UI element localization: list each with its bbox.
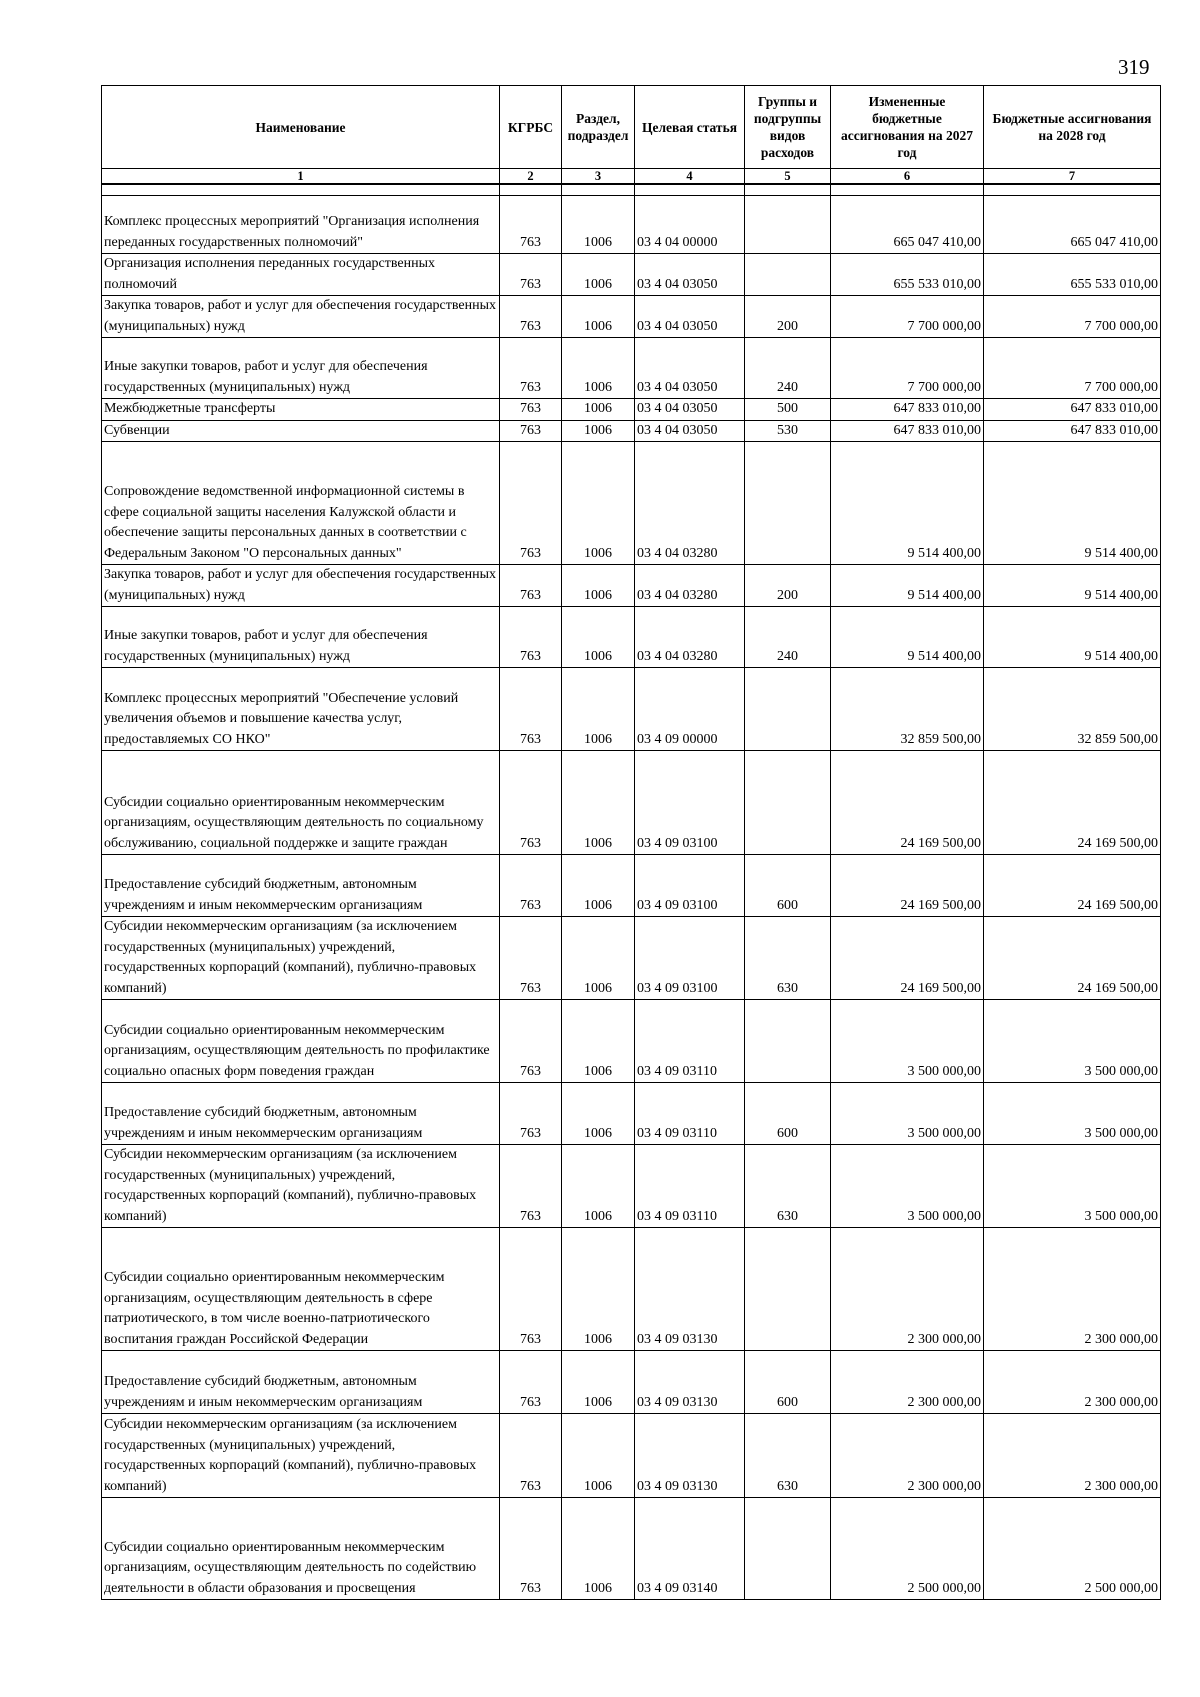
cell-name: Субсидии некоммерческим организациям (за исключением государственных (муниципальных) учреждений, государственных корпораций (компаний), публично-правовых компаний) — [102, 1414, 500, 1498]
cell-expense-group: 630 — [745, 1145, 831, 1228]
cell-target-article: 03 4 04 03280 — [635, 442, 745, 565]
cell-kgrbs: 763 — [500, 1414, 562, 1498]
cell-target-article: 03 4 04 03050 — [635, 296, 745, 338]
page-number: 319 — [1118, 55, 1150, 79]
cell-name: Субвенции — [102, 420, 500, 442]
column-number: 7 — [984, 169, 1161, 185]
table-row — [102, 668, 1161, 751]
table-row — [102, 1083, 1161, 1145]
cell-section: 1006 — [562, 1083, 635, 1145]
cell-name: Субсидии социально ориентированным некоммерческим организациям, осуществляющим деятельность по профилактике социально опасных форм поведения граждан — [102, 1000, 500, 1083]
cell-target-article: 03 4 04 03050 — [635, 399, 745, 421]
table-row — [102, 917, 1161, 1000]
cell-amount-2027: 655 533 010,00 — [831, 254, 984, 296]
cell-amount-2028: 647 833 010,00 — [984, 420, 1161, 442]
cell-amount-2027: 7 700 000,00 — [831, 296, 984, 338]
column-number-row — [102, 169, 1161, 185]
cell-target-article: 03 4 09 03140 — [635, 1498, 745, 1600]
cell-target-article: 03 4 09 03100 — [635, 855, 745, 917]
cell-amount-2027: 24 169 500,00 — [831, 751, 984, 855]
cell-expense-group: 530 — [745, 420, 831, 442]
cell-target-article: 03 4 09 03100 — [635, 751, 745, 855]
cell-amount-2028: 2 300 000,00 — [984, 1228, 1161, 1351]
cell-kgrbs: 763 — [500, 338, 562, 399]
cell-section: 1006 — [562, 1498, 635, 1600]
cell-expense-group: 240 — [745, 338, 831, 399]
budget-allocation-table — [101, 85, 1161, 1600]
cell-name: Иные закупки товаров, работ и услуг для обеспечения государственных (муниципальных) нужд — [102, 338, 500, 399]
column-number: 5 — [745, 169, 831, 185]
cell-section: 1006 — [562, 565, 635, 607]
header-name: Наименование — [102, 86, 500, 169]
cell-amount-2028: 7 700 000,00 — [984, 338, 1161, 399]
cell-name: Субсидии некоммерческим организациям (за исключением государственных (муниципальных) учреждений, государственных корпораций (компаний), публично-правовых компаний) — [102, 1145, 500, 1228]
cell-section: 1006 — [562, 196, 635, 254]
spacer-row — [102, 184, 1161, 196]
cell-section: 1006 — [562, 1145, 635, 1228]
table-row — [102, 1498, 1161, 1600]
cell-section: 1006 — [562, 751, 635, 855]
cell-amount-2027: 9 514 400,00 — [831, 565, 984, 607]
cell-name: Субсидии социально ориентированным некоммерческим организациям, осуществляющим деятельность по социальному обслуживанию, социальной поддержке и защите граждан — [102, 751, 500, 855]
cell-target-article: 03 4 09 03130 — [635, 1228, 745, 1351]
cell-expense-group — [745, 751, 831, 855]
cell-expense-group: 240 — [745, 607, 831, 668]
cell-amount-2028: 665 047 410,00 — [984, 196, 1161, 254]
table-row — [102, 442, 1161, 565]
cell-name: Комплекс процессных мероприятий "Организация исполнения переданных государственных полномочий" — [102, 196, 500, 254]
cell-amount-2028: 2 300 000,00 — [984, 1351, 1161, 1414]
cell-kgrbs: 763 — [500, 1228, 562, 1351]
cell-kgrbs: 763 — [500, 855, 562, 917]
cell-kgrbs: 763 — [500, 442, 562, 565]
cell-section: 1006 — [562, 399, 635, 421]
cell-name: Предоставление субсидий бюджетным, автономным учреждениям и иным некоммерческим организациям — [102, 1351, 500, 1414]
cell-kgrbs: 763 — [500, 1498, 562, 1600]
cell-target-article: 03 4 04 03050 — [635, 338, 745, 399]
cell-section: 1006 — [562, 296, 635, 338]
column-number: 6 — [831, 169, 984, 185]
column-number: 4 — [635, 169, 745, 185]
cell-target-article: 03 4 04 03050 — [635, 254, 745, 296]
cell-name: Субсидии некоммерческим организациям (за исключением государственных (муниципальных) учреждений, государственных корпораций (компаний), публично-правовых компаний) — [102, 917, 500, 1000]
cell-amount-2028: 655 533 010,00 — [984, 254, 1161, 296]
header-kgrbs: КГРБС — [500, 86, 562, 169]
cell-expense-group: 600 — [745, 1351, 831, 1414]
table-row — [102, 751, 1161, 855]
table-row — [102, 196, 1161, 254]
cell-target-article: 03 4 04 00000 — [635, 196, 745, 254]
cell-amount-2027: 665 047 410,00 — [831, 196, 984, 254]
cell-name: Иные закупки товаров, работ и услуг для обеспечения государственных (муниципальных) нужд — [102, 607, 500, 668]
cell-amount-2028: 2 500 000,00 — [984, 1498, 1161, 1600]
cell-kgrbs: 763 — [500, 565, 562, 607]
column-number: 2 — [500, 169, 562, 185]
cell-kgrbs: 763 — [500, 1145, 562, 1228]
cell-section: 1006 — [562, 1228, 635, 1351]
column-number: 3 — [562, 169, 635, 185]
cell-name: Сопровождение ведомственной информационной системы в сфере социальной защиты населения Калужской области и обеспечение защиты персональных данных в соответствии с Федеральным Законом "О персональных данных" — [102, 442, 500, 565]
table-row — [102, 1351, 1161, 1414]
table-row — [102, 565, 1161, 607]
cell-expense-group: 200 — [745, 565, 831, 607]
cell-name: Предоставление субсидий бюджетным, автономным учреждениям и иным некоммерческим организациям — [102, 1083, 500, 1145]
header-group: Группы и подгруппы видов расходов — [745, 86, 831, 169]
cell-kgrbs: 763 — [500, 1351, 562, 1414]
cell-section: 1006 — [562, 1000, 635, 1083]
table-row — [102, 1145, 1161, 1228]
cell-target-article: 03 4 04 03280 — [635, 565, 745, 607]
cell-expense-group — [745, 196, 831, 254]
cell-section: 1006 — [562, 442, 635, 565]
header-amount-2028: Бюджетные ассигнования на 2028 год — [984, 86, 1161, 169]
cell-name: Закупка товаров, работ и услуг для обеспечения государственных (муниципальных) нужд — [102, 296, 500, 338]
cell-amount-2027: 3 500 000,00 — [831, 1145, 984, 1228]
cell-name: Межбюджетные трансферты — [102, 399, 500, 421]
cell-expense-group — [745, 1498, 831, 1600]
cell-target-article: 03 4 09 03110 — [635, 1083, 745, 1145]
cell-amount-2028: 9 514 400,00 — [984, 565, 1161, 607]
cell-expense-group — [745, 442, 831, 565]
cell-amount-2027: 24 169 500,00 — [831, 917, 984, 1000]
cell-amount-2027: 3 500 000,00 — [831, 1000, 984, 1083]
cell-target-article: 03 4 09 03130 — [635, 1351, 745, 1414]
header-amount-2027: Измененные бюджетные ассигнования на 2027 год — [831, 86, 984, 169]
header-row — [102, 86, 1161, 169]
table-body — [102, 184, 1161, 1600]
column-number: 1 — [102, 169, 500, 185]
cell-section: 1006 — [562, 420, 635, 442]
table-row — [102, 420, 1161, 442]
cell-kgrbs: 763 — [500, 607, 562, 668]
cell-amount-2027: 2 300 000,00 — [831, 1414, 984, 1498]
cell-expense-group: 630 — [745, 1414, 831, 1498]
cell-expense-group — [745, 1228, 831, 1351]
table-row — [102, 338, 1161, 399]
cell-section: 1006 — [562, 607, 635, 668]
cell-expense-group: 500 — [745, 399, 831, 421]
cell-kgrbs: 763 — [500, 751, 562, 855]
cell-amount-2028: 24 169 500,00 — [984, 917, 1161, 1000]
table-row — [102, 1000, 1161, 1083]
cell-kgrbs: 763 — [500, 1083, 562, 1145]
cell-kgrbs: 763 — [500, 1000, 562, 1083]
cell-target-article: 03 4 09 03100 — [635, 917, 745, 1000]
cell-kgrbs: 763 — [500, 668, 562, 751]
cell-name: Субсидии социально ориентированным некоммерческим организациям, осуществляющим деятельность в сфере патриотического, в том числе военно-патриотического воспитания граждан Российской Федерации — [102, 1228, 500, 1351]
cell-kgrbs: 763 — [500, 399, 562, 421]
cell-amount-2028: 3 500 000,00 — [984, 1083, 1161, 1145]
cell-kgrbs: 763 — [500, 254, 562, 296]
header-section: Раздел, подраздел — [562, 86, 635, 169]
header-target: Целевая статья — [635, 86, 745, 169]
cell-amount-2027: 2 300 000,00 — [831, 1351, 984, 1414]
cell-amount-2027: 24 169 500,00 — [831, 855, 984, 917]
cell-target-article: 03 4 09 03110 — [635, 1145, 745, 1228]
cell-amount-2028: 7 700 000,00 — [984, 296, 1161, 338]
table-row — [102, 607, 1161, 668]
cell-amount-2027: 9 514 400,00 — [831, 607, 984, 668]
cell-amount-2027: 647 833 010,00 — [831, 399, 984, 421]
cell-name: Организация исполнения переданных государственных полномочий — [102, 254, 500, 296]
cell-amount-2027: 647 833 010,00 — [831, 420, 984, 442]
cell-amount-2028: 24 169 500,00 — [984, 751, 1161, 855]
cell-expense-group — [745, 254, 831, 296]
cell-expense-group — [745, 668, 831, 751]
cell-amount-2027: 7 700 000,00 — [831, 338, 984, 399]
cell-expense-group: 600 — [745, 855, 831, 917]
cell-expense-group — [745, 1000, 831, 1083]
cell-section: 1006 — [562, 917, 635, 1000]
cell-amount-2028: 32 859 500,00 — [984, 668, 1161, 751]
cell-amount-2028: 3 500 000,00 — [984, 1145, 1161, 1228]
table-row — [102, 254, 1161, 296]
cell-kgrbs: 763 — [500, 196, 562, 254]
cell-name: Закупка товаров, работ и услуг для обеспечения государственных (муниципальных) нужд — [102, 565, 500, 607]
cell-kgrbs: 763 — [500, 296, 562, 338]
cell-expense-group: 600 — [745, 1083, 831, 1145]
cell-amount-2027: 2 500 000,00 — [831, 1498, 984, 1600]
cell-section: 1006 — [562, 338, 635, 399]
cell-target-article: 03 4 09 00000 — [635, 668, 745, 751]
cell-section: 1006 — [562, 254, 635, 296]
cell-amount-2028: 9 514 400,00 — [984, 607, 1161, 668]
cell-amount-2028: 2 300 000,00 — [984, 1414, 1161, 1498]
cell-kgrbs: 763 — [500, 420, 562, 442]
cell-target-article: 03 4 09 03130 — [635, 1414, 745, 1498]
cell-amount-2028: 647 833 010,00 — [984, 399, 1161, 421]
cell-section: 1006 — [562, 855, 635, 917]
cell-amount-2027: 3 500 000,00 — [831, 1083, 984, 1145]
cell-section: 1006 — [562, 1351, 635, 1414]
table-row — [102, 1414, 1161, 1498]
cell-target-article: 03 4 09 03110 — [635, 1000, 745, 1083]
cell-section: 1006 — [562, 1414, 635, 1498]
table-row — [102, 296, 1161, 338]
cell-amount-2027: 9 514 400,00 — [831, 442, 984, 565]
cell-name: Предоставление субсидий бюджетным, автономным учреждениям и иным некоммерческим организациям — [102, 855, 500, 917]
cell-amount-2028: 9 514 400,00 — [984, 442, 1161, 565]
cell-expense-group: 630 — [745, 917, 831, 1000]
cell-kgrbs: 763 — [500, 917, 562, 1000]
cell-amount-2028: 24 169 500,00 — [984, 855, 1161, 917]
cell-target-article: 03 4 04 03280 — [635, 607, 745, 668]
cell-name: Комплекс процессных мероприятий "Обеспечение условий увеличения объемов и повышение качества услуг, предоставляемых СО НКО" — [102, 668, 500, 751]
cell-amount-2027: 32 859 500,00 — [831, 668, 984, 751]
cell-section: 1006 — [562, 668, 635, 751]
table-row — [102, 855, 1161, 917]
cell-amount-2028: 3 500 000,00 — [984, 1000, 1161, 1083]
table-row — [102, 399, 1161, 421]
cell-amount-2027: 2 300 000,00 — [831, 1228, 984, 1351]
cell-target-article: 03 4 04 03050 — [635, 420, 745, 442]
table-row — [102, 1228, 1161, 1351]
cell-name: Субсидии социально ориентированным некоммерческим организациям, осуществляющим деятельность по содействию деятельности в области образования и просвещения — [102, 1498, 500, 1600]
cell-expense-group: 200 — [745, 296, 831, 338]
